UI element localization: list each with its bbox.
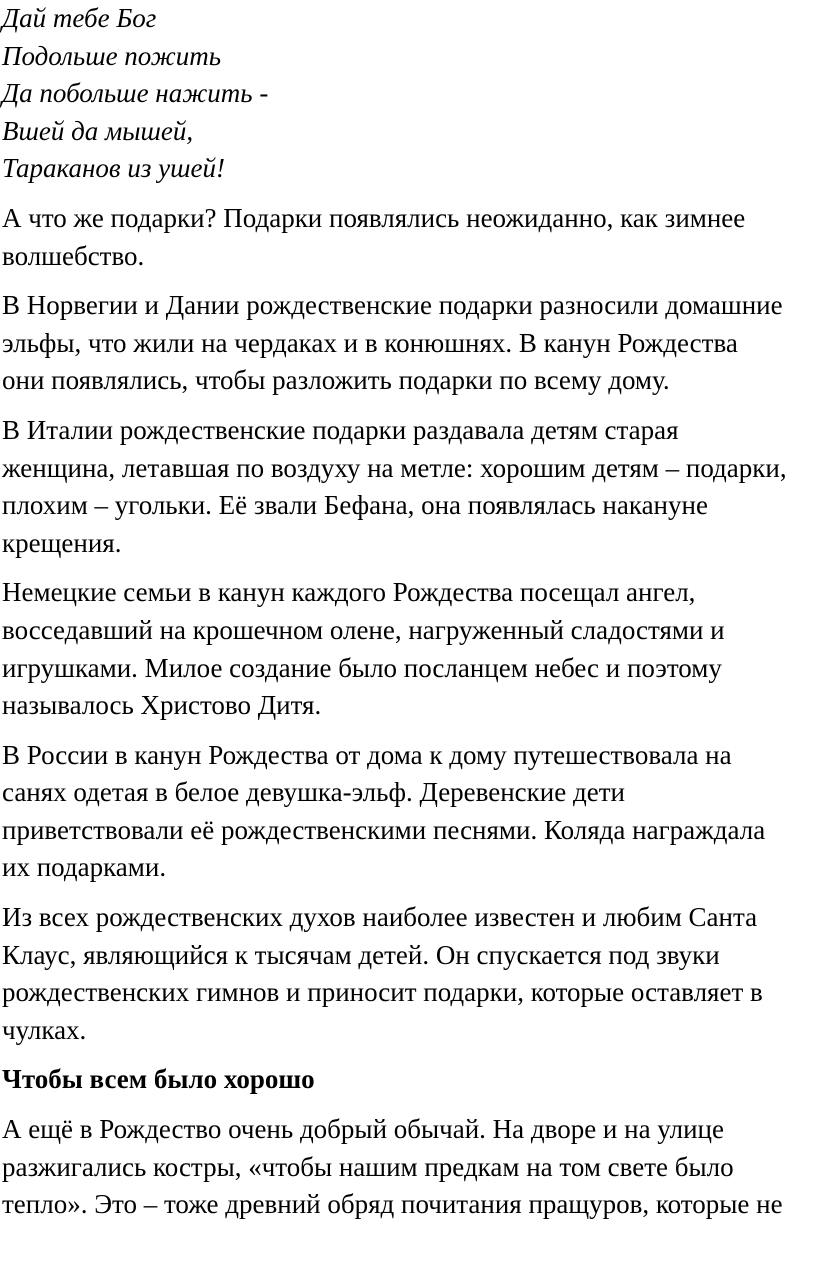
text-line: В России в канун Рождества от дома к дому путешествовала на xyxy=(2,739,732,770)
text-line: А что же подарки? Подарки появлялись неожиданно, как зимнее xyxy=(2,202,746,233)
text-line: разжигались костры, «чтобы нашим предкам на том свете было xyxy=(2,1151,734,1182)
text-line: А ещё в Рождество очень добрый обычай. На дворе и на улице xyxy=(2,1114,724,1145)
poem-line: Вшей да мышей, xyxy=(2,115,194,146)
text-line: их подарками. xyxy=(2,852,167,883)
text-line: рождественских гимнов и приносит подарки, которые оставляет в xyxy=(2,977,763,1008)
text-line: женщина, летавшая по воздуху на метле: хорошим детям – подарки, xyxy=(2,452,787,483)
paragraph-italy xyxy=(2,412,816,562)
paragraph-norway-denmark xyxy=(2,287,816,400)
text-line: Немецкие семьи в канун каждого Рождества посещал ангел, xyxy=(2,577,696,608)
text-line: Из всех рождественских духов наиболее известен и любим Санта xyxy=(2,902,758,933)
text-line: называлось Христово Дитя. xyxy=(2,690,322,721)
text-line: крещения. xyxy=(2,527,122,558)
text-line: восседавший на крошечном олене, нагруженный сладостями и xyxy=(2,614,725,645)
poem-line: Дай тебе Бог xyxy=(2,3,157,33)
paragraph-santa-claus xyxy=(2,899,816,1049)
paragraph-germany xyxy=(2,574,816,724)
poem-line: Подольше пожить xyxy=(2,40,222,71)
text-line: чулках. xyxy=(2,1014,87,1045)
poem-line: Да побольше нажить - xyxy=(2,78,269,109)
text-line: В Италии рождественские подарки раздавала детям старая xyxy=(2,414,679,445)
paragraph-russia xyxy=(2,737,816,887)
text-line: тепло». Это – тоже древний обряд почитания пращуров, которые не xyxy=(2,1189,783,1220)
poem-line: Тараканов из ушей! xyxy=(2,153,225,184)
text-line: эльфы, что жили на чердаках и в конюшнях. В канун Рождества xyxy=(2,327,738,358)
paragraph-gifts-intro xyxy=(2,200,816,275)
section-heading: Чтобы всем было хорошо xyxy=(2,1064,315,1095)
text-line: игрушками. Милое создание было посланцем небес и поэтому xyxy=(2,652,722,683)
text-line: санях одетая в белое девушка-эльф. Деревенские дети xyxy=(2,777,625,808)
text-line: приветствовали её рождественскими песнями. Коляда награждала xyxy=(2,814,766,845)
text-line: они появлялись, чтобы разложить подарки по всему дому. xyxy=(2,365,670,396)
text-line: плохим – угольки. Её звали Бефана, она появлялась накануне xyxy=(2,490,708,521)
paragraph-bonfires xyxy=(2,1111,816,1224)
text-line: В Норвегии и Дании рождественские подарки разносили домашние xyxy=(2,290,783,321)
text-line: Клаус, являющийся к тысячам детей. Он спускается под звуки xyxy=(2,939,720,970)
text-line: волшебство. xyxy=(2,240,145,271)
poem-block xyxy=(2,0,816,188)
